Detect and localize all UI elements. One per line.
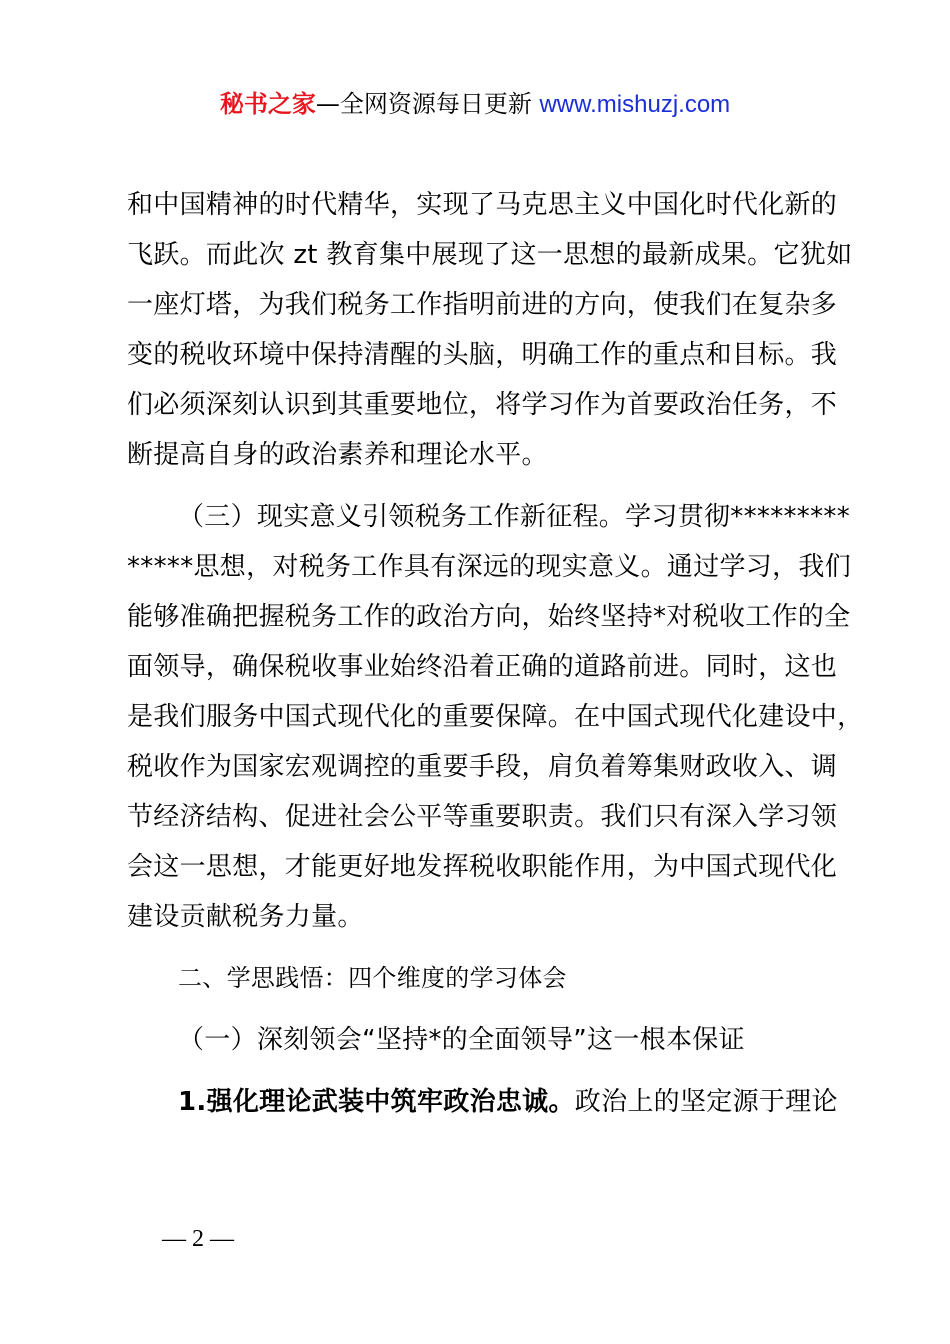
- site-url[interactable]: www.mishuzj.com: [539, 91, 731, 118]
- text-line: 节经济结构、促进社会公平等重要职责。我们只有深入学习领: [127, 802, 838, 832]
- page-number: — 2 —: [162, 1226, 234, 1252]
- text-line: 会这一思想，才能更好地发挥税收职能作用，为中国式现代化: [127, 852, 838, 882]
- text-line: 面领导，确保税收事业始终沿着正确的道路前进。同时，这也: [127, 652, 838, 682]
- text-line: 变的税收环境中保持清醒的头脑，明确工作的重点和目标。我: [127, 340, 838, 370]
- point-1-lead: 1.强化理论武装中筑牢政治忠诚。: [178, 1087, 575, 1117]
- text-line: （三）现实意义引领税务工作新征程。学习贯彻*********: [178, 502, 851, 532]
- section-heading: 二、学思践悟：四个维度的学习体会: [178, 964, 567, 992]
- point-1-text: 政治上的坚定源于理论: [574, 1087, 838, 1117]
- text-line: 是我们服务中国式现代化的重要保障。在中国式现代化建设中，: [127, 702, 864, 732]
- header-tagline: —全网资源每日更新: [315, 90, 540, 118]
- brand-name: 秘书之家: [219, 90, 316, 118]
- text-line: 断提高自身的政治素养和理论水平。: [127, 440, 548, 470]
- page-header: [0, 84, 950, 125]
- text-line: *****思想，对税务工作具有深远的现实意义。通过学习，我们: [127, 552, 852, 582]
- subsection-heading: （一）深刻领会“坚持*的全面领导”这一根本保证: [178, 1025, 745, 1055]
- point-1: [178, 1082, 838, 1122]
- text-line: 能够准确把握税务工作的政治方向，始终坚持*对税收工作的全: [127, 602, 851, 632]
- text-line: 税收作为国家宏观调控的重要手段，肩负着筹集财政收入、调: [127, 752, 838, 782]
- text-line: 飞跃。而此次 zt 教育集中展现了这一思想的最新成果。它犹如: [127, 240, 853, 270]
- text-line: 和中国精神的时代精华，实现了马克思主义中国化时代化新的: [127, 190, 838, 220]
- text-line: 建设贡献税务力量。: [127, 902, 364, 932]
- text-line: 一座灯塔，为我们税务工作指明前进的方向，使我们在复杂多: [127, 290, 838, 320]
- text-line: 们必须深刻认识到其重要地位，将学习作为首要政治任务，不: [127, 390, 838, 420]
